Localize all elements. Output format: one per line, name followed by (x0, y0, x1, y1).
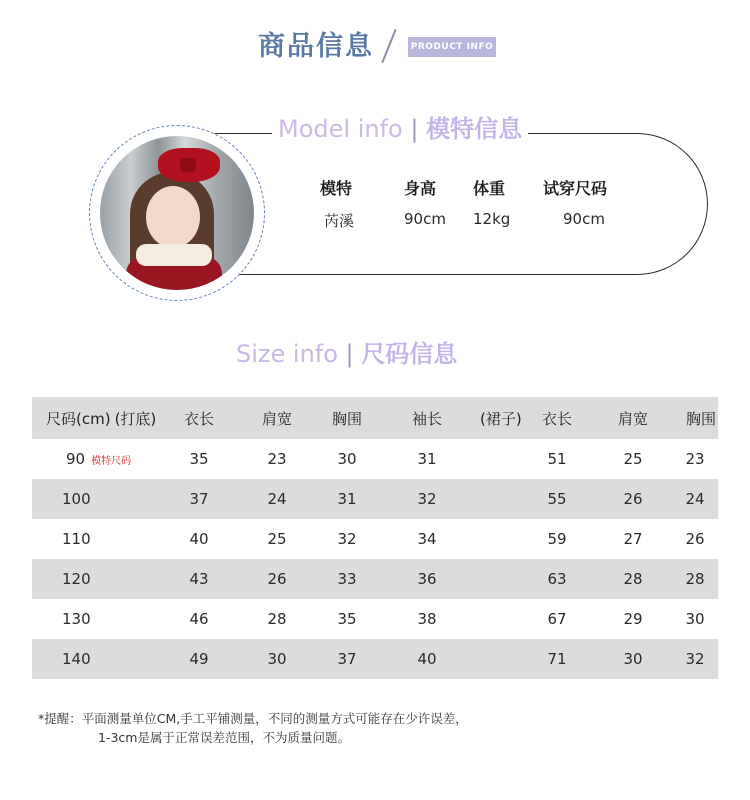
row-chest: 30 (337, 450, 357, 468)
model-header-height: 身高 (404, 179, 437, 198)
table-row (32, 519, 718, 559)
model-heading-sep: | (410, 115, 419, 143)
row-sleeve: 36 (417, 570, 437, 588)
model-value-weight: 12kg (473, 210, 511, 228)
row-skirt-chest: 30 (685, 610, 705, 628)
model-header-size: 试穿尺码 (543, 179, 608, 198)
row-shoulder: 26 (267, 570, 287, 588)
row-sleeve: 38 (417, 610, 437, 628)
row-shoulder: 24 (267, 490, 287, 508)
header-size-cell (46, 397, 156, 439)
title-divider (381, 29, 396, 63)
row-length: 49 (189, 650, 209, 668)
row-size (66, 439, 131, 479)
row-length: 40 (189, 530, 209, 548)
size-table-header (32, 397, 718, 439)
size-heading-sep: | (345, 340, 354, 368)
tip-line-2: 1-3cm是属于正常误差范围，不为质量问题。 (98, 730, 350, 745)
row-skirt-chest: 26 (685, 530, 705, 548)
row-sleeve: 31 (417, 450, 437, 468)
row-shoulder: 23 (267, 450, 287, 468)
size-table (32, 397, 718, 679)
row-shoulder: 28 (267, 610, 287, 628)
row-chest: 32 (337, 530, 357, 548)
header-chest: 胸围 (331, 409, 362, 428)
model-heading-zh: 模特信息 (426, 115, 523, 143)
size-info-heading (236, 338, 457, 370)
row-size: 100 (62, 490, 91, 508)
row-sleeve: 40 (417, 650, 437, 668)
product-info-badge: PRODUCT INFO (408, 37, 496, 57)
row-skirt-shoulder: 30 (623, 650, 643, 668)
row-skirt-chest: 23 (685, 450, 705, 468)
header-top-group: (打底) (114, 409, 157, 428)
row-skirt-shoulder: 26 (623, 490, 643, 508)
row-size-value: 90 (66, 450, 86, 468)
row-skirt-length: 71 (547, 650, 567, 668)
row-skirt-length: 55 (547, 490, 567, 508)
row-sleeve: 32 (417, 490, 437, 508)
row-shoulder: 30 (267, 650, 287, 668)
table-row (32, 559, 718, 599)
table-row (32, 599, 718, 639)
row-skirt-length: 59 (547, 530, 567, 548)
tip-line-1: *提醒：平面测量单位CM,手工平铺测量，不同的测量方式可能存在少许误差， (38, 711, 468, 726)
row-skirt-chest: 32 (685, 650, 705, 668)
row-skirt-length: 51 (547, 450, 567, 468)
row-skirt-shoulder: 27 (623, 530, 643, 548)
row-chest: 33 (337, 570, 357, 588)
header-sleeve: 袖长 (411, 409, 442, 428)
row-skirt-chest: 28 (685, 570, 705, 588)
row-chest: 35 (337, 610, 357, 628)
header-skirt-shoulder: 肩宽 (617, 409, 648, 428)
model-value-height: 90cm (404, 210, 446, 228)
row-length: 46 (189, 610, 209, 628)
header-skirt-chest: 胸围 (685, 409, 716, 428)
size-heading-en: Size info (236, 340, 338, 368)
table-row (32, 479, 718, 519)
table-row (32, 439, 718, 479)
row-skirt-shoulder: 25 (623, 450, 643, 468)
row-length: 35 (189, 450, 209, 468)
row-size: 110 (62, 530, 91, 548)
row-size: 140 (62, 650, 91, 668)
model-heading-en: Model info (278, 115, 403, 143)
row-chest: 37 (337, 650, 357, 668)
row-skirt-length: 67 (547, 610, 567, 628)
header-skirt-length: 衣长 (541, 409, 572, 428)
row-size: 120 (62, 570, 91, 588)
table-row (32, 639, 718, 679)
header-top-length: 衣长 (183, 409, 214, 428)
header-shoulder: 肩宽 (261, 409, 292, 428)
model-size-note: 模特尺码 (91, 455, 132, 467)
row-skirt-shoulder: 29 (623, 610, 643, 628)
page-title: 商品信息 (258, 31, 374, 62)
model-info-heading (272, 113, 528, 145)
row-length: 43 (189, 570, 209, 588)
size-heading-zh: 尺码信息 (361, 340, 458, 368)
model-value-name: 芮溪 (324, 212, 355, 230)
row-length: 37 (189, 490, 209, 508)
model-value-size: 90cm (563, 210, 605, 228)
row-skirt-length: 63 (547, 570, 567, 588)
header-skirt-group: (裙子) (480, 409, 522, 428)
row-size: 130 (62, 610, 91, 628)
measurement-tip (38, 709, 468, 747)
row-sleeve: 34 (417, 530, 437, 548)
model-header-weight: 体重 (473, 179, 506, 198)
row-chest: 31 (337, 490, 357, 508)
header-size: 尺码(cm) (46, 409, 111, 428)
row-skirt-chest: 24 (685, 490, 705, 508)
model-photo (100, 136, 254, 290)
model-header-name: 模特 (320, 179, 353, 198)
row-skirt-shoulder: 28 (623, 570, 643, 588)
row-shoulder: 25 (267, 530, 287, 548)
